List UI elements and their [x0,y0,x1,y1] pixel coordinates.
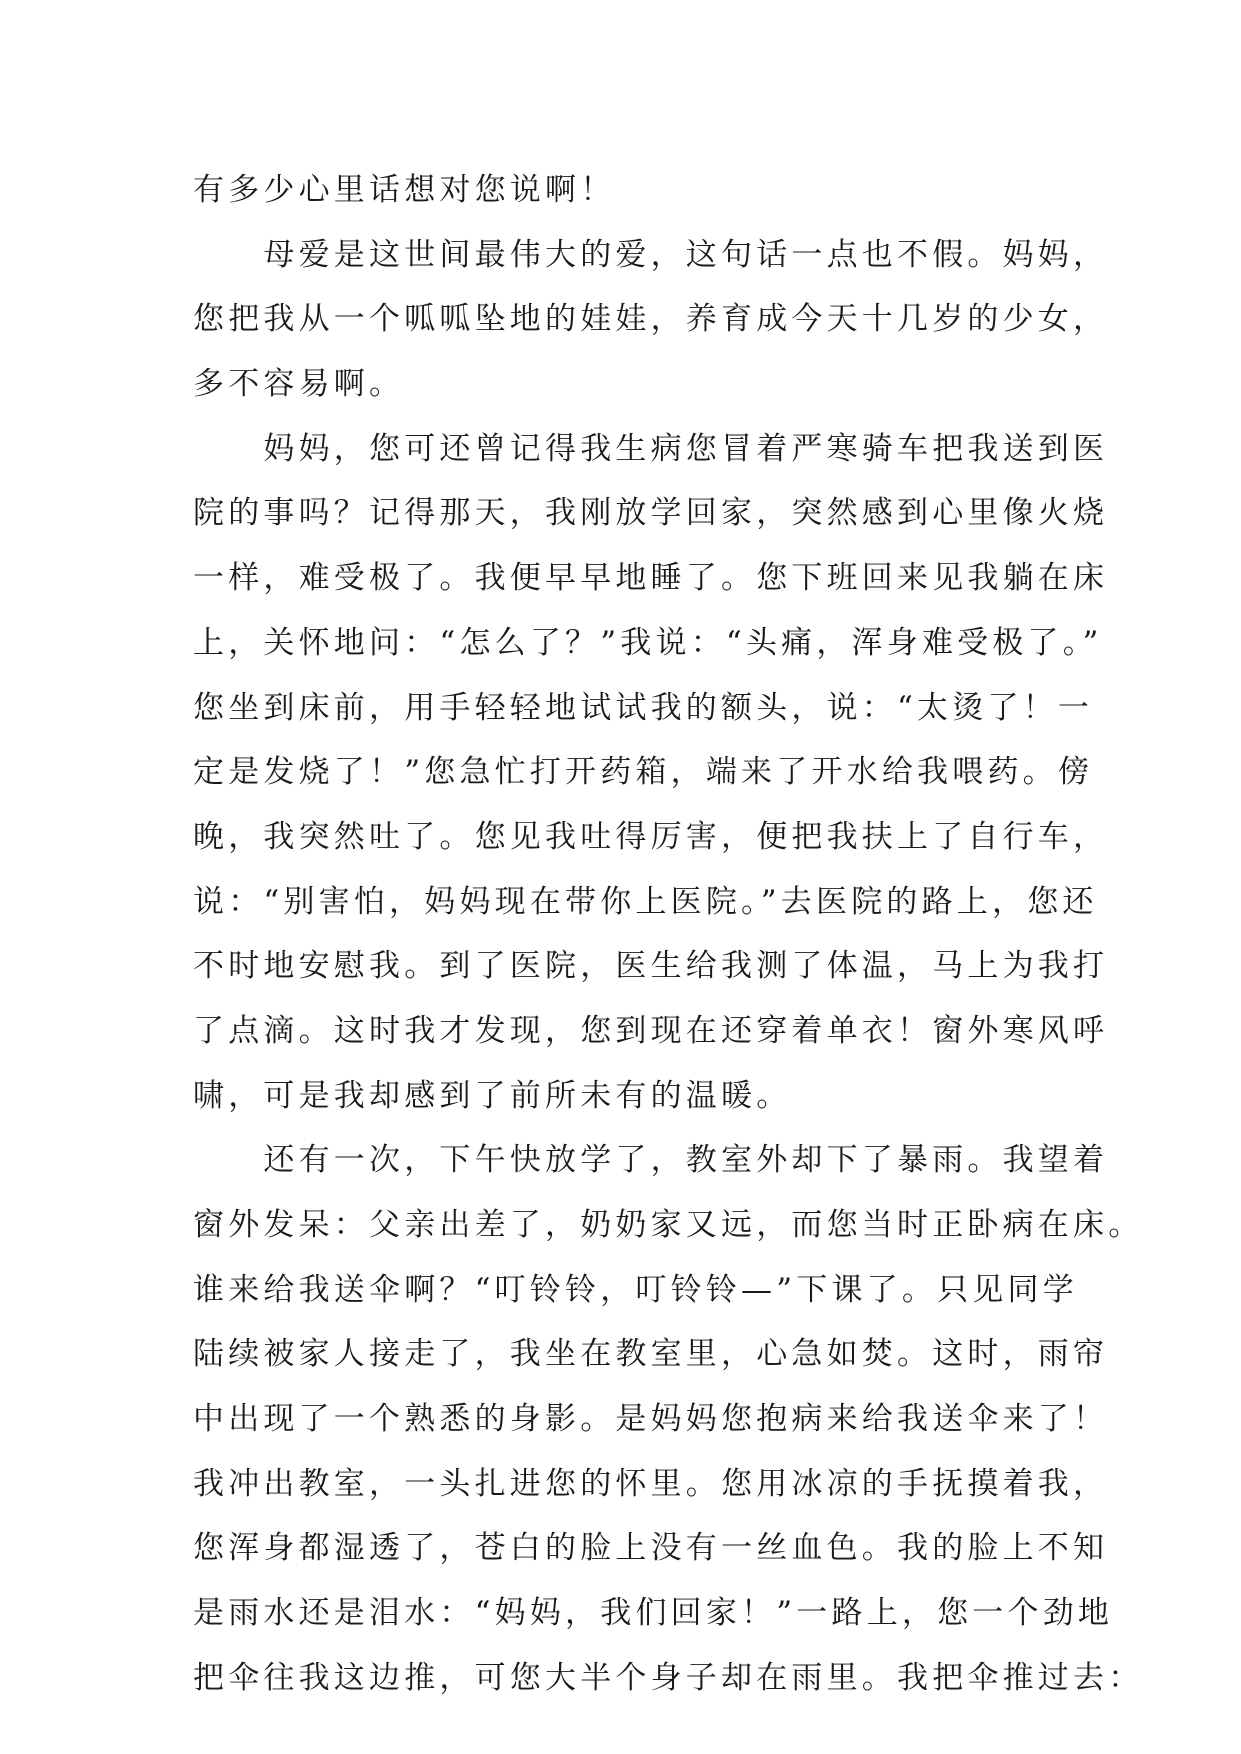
essay-text [193,158,1144,1711]
text-line: 不时地安慰我。到了医院，医生给我测了体温，马上为我打 [193,948,1109,985]
text-line: 把伞往我这边推，可您大半个身子却在雨里。我把伞推过去： [193,1659,1144,1696]
text-line: 母爱是这世间最伟大的爱，这句话一点也不假。妈妈， [193,236,1109,273]
text-line: 说：“别害怕，妈妈现在带你上医院。”去医院的路上，您还 [193,883,1098,920]
text-line: 是雨水还是泪水：“妈妈，我们回家！”一路上，您一个劲地 [193,1595,1114,1632]
text-line: 了点滴。这时我才发现，您到现在还穿着单衣！窗外寒风呼 [193,1012,1109,1049]
text-line: 您坐到床前，用手轻轻地试试我的额头，说：“太烫了！一 [193,689,1094,726]
text-line: 定是发烧了！”您急忙打开药箱，端来了开水给我喂药。傍 [193,754,1094,791]
text-line: 窗外发呆：父亲出差了，奶奶家又远，而您当时正卧病在床。 [193,1207,1144,1243]
text-line: 还有一次，下午快放学了，教室外却下了暴雨。我望着 [193,1142,1109,1179]
text-line: 一样，难受极了。我便早早地睡了。您下班回来见我躺在床 [193,560,1109,597]
text-line: 院的事吗？记得那天，我刚放学回家，突然感到心里像火烧 [193,495,1109,532]
text-line: 陆续被家人接走了，我坐在教室里，心急如焚。这时，雨帘 [193,1336,1109,1373]
text-line: 您把我从一个呱呱坠地的娃娃，养育成今天十几岁的少女， [193,301,1109,338]
text-line: 晚，我突然吐了。您见我吐得厉害，便把我扶上了自行车， [193,818,1109,855]
text-line: 中出现了一个熟悉的身影。是妈妈您抱病来给我送伞来了！ [193,1401,1109,1438]
text-line: 我冲出教室，一头扎进您的怀里。您用冰凉的手抚摸着我， [193,1465,1109,1502]
text-line: 您浑身都湿透了，苍白的脸上没有一丝血色。我的脸上不知 [193,1530,1109,1567]
text-line: 有多少心里话想对您说啊！ [193,172,616,208]
text-line: 妈妈，您可还曾记得我生病您冒着严寒骑车把我送到医 [193,430,1109,467]
text-line: 啸，可是我却感到了前所未有的温暖。 [193,1077,792,1114]
text-line: 多不容易啊。 [193,366,405,403]
text-line: 上，关怀地问：“怎么了？”我说：“头痛，浑身难受极了。” [193,624,1103,661]
text-line: 谁来给我送伞啊？“叮铃铃，叮铃铃—”下课了。只见同学 [193,1271,1078,1308]
